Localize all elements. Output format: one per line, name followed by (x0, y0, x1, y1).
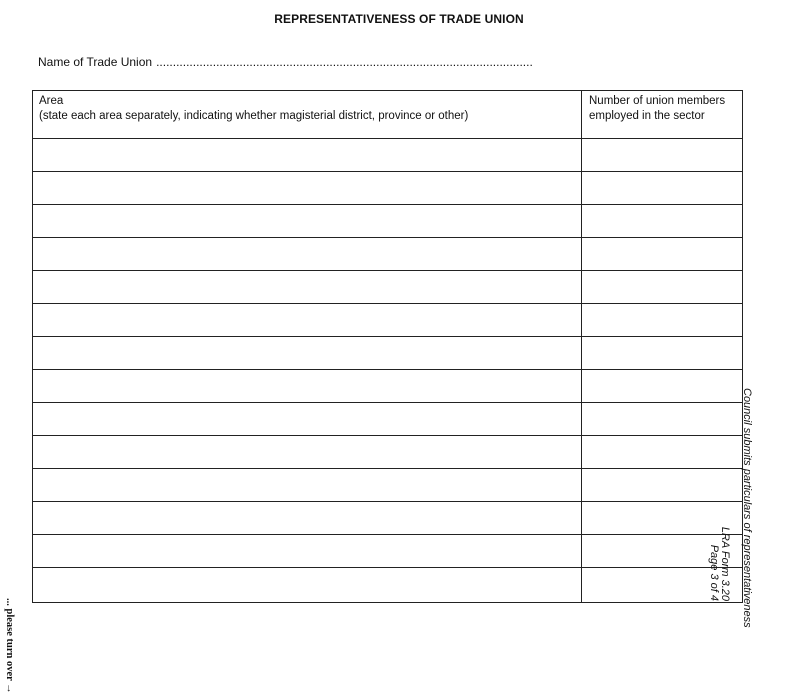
area-cell[interactable] (33, 304, 581, 336)
trade-union-name-dotted-line: ................................................................................................................. (156, 55, 533, 69)
members-header-line2: employed in the sector (589, 110, 705, 122)
members-cell[interactable] (582, 238, 742, 270)
side-note-description: Council submits particulars of representativeness (741, 388, 753, 628)
members-cell[interactable] (582, 304, 742, 336)
members-cell[interactable] (582, 172, 742, 204)
table-row (33, 337, 742, 370)
form-side-note (708, 388, 753, 628)
table-row (33, 469, 742, 502)
area-cell[interactable] (33, 469, 581, 501)
table-row (33, 139, 742, 172)
representativeness-table (32, 90, 743, 603)
area-header-instruction: (state each area separately, indicating whether magisterial district, province or other) (39, 110, 469, 122)
area-cell[interactable] (33, 271, 581, 303)
area-cell[interactable] (33, 139, 581, 171)
area-cell[interactable] (33, 502, 581, 534)
members-cell[interactable] (582, 205, 742, 237)
table-row (33, 370, 742, 403)
table-row (33, 271, 742, 304)
area-cell[interactable] (33, 172, 581, 204)
members-header-line1: Number of union members (589, 95, 726, 107)
table-row (33, 172, 742, 205)
side-note-form-number: LRA Form 3.20 (719, 526, 732, 601)
area-cell[interactable] (33, 370, 581, 402)
table-row (33, 304, 742, 337)
members-cell[interactable] (582, 271, 742, 303)
area-header-title: Area (39, 95, 64, 107)
area-cell[interactable] (33, 568, 581, 601)
trade-union-name-field[interactable] (38, 55, 533, 69)
area-cell[interactable] (33, 238, 581, 270)
table-row (33, 436, 742, 469)
table-header-row (33, 91, 742, 139)
table-row (33, 502, 742, 535)
area-column-header (39, 94, 468, 124)
form-title: REPRESENTATIVENESS OF TRADE UNION (274, 12, 524, 26)
members-column-header (589, 94, 739, 124)
table-row (33, 238, 742, 271)
area-cell[interactable] (33, 403, 581, 435)
members-cell[interactable] (582, 337, 742, 369)
area-cell[interactable] (33, 535, 581, 567)
area-cell[interactable] (33, 205, 581, 237)
members-cell[interactable] (582, 139, 742, 171)
table-row (33, 205, 742, 238)
table-row (33, 535, 742, 568)
table-row (33, 403, 742, 436)
trade-union-name-label: Name of Trade Union (38, 55, 153, 69)
area-cell[interactable] (33, 436, 581, 468)
side-note-page-number: Page 3 of 4 (708, 544, 720, 601)
table-row (33, 568, 742, 601)
area-cell[interactable] (33, 337, 581, 369)
